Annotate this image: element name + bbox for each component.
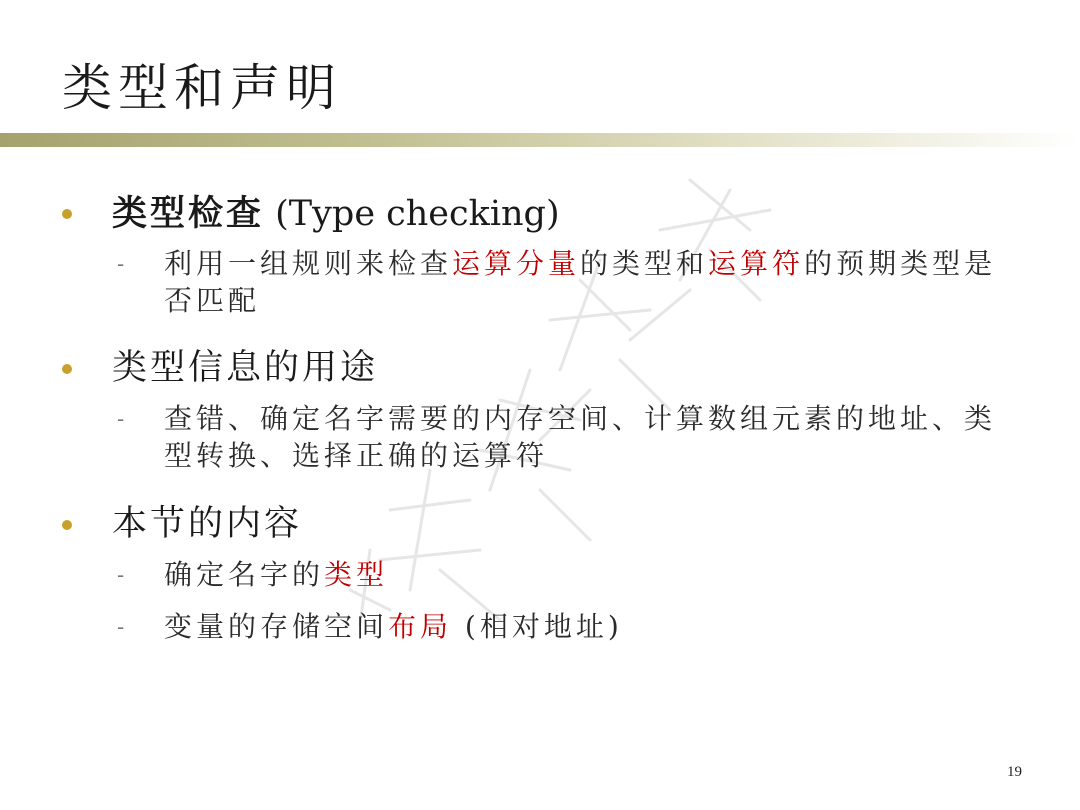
sub-bullet-marker: -: [117, 407, 125, 431]
sub-bullet-marker: -: [117, 252, 125, 276]
bullet-heading-bold: 类型检查: [112, 193, 265, 234]
sub-item-determine-type: [164, 556, 1004, 593]
sub-text: 利用一组规则来检查: [164, 247, 453, 280]
sub-bullet-marker: -: [117, 563, 125, 587]
sub-text: 的类型和: [580, 247, 709, 280]
bullet-section-contents: 本节的内容: [112, 504, 303, 544]
sub-text: 变量的存储空间: [164, 610, 389, 643]
sub-item-storage-layout: [164, 608, 1004, 645]
page-number: 19: [1007, 764, 1022, 780]
sub-bullet-marker: -: [117, 615, 125, 639]
sub-item-type-checking-rule: [164, 245, 1004, 319]
bullet-type-checking: [112, 192, 560, 236]
sub-text: 确定名字的: [164, 558, 325, 591]
sub-text-emphasis: 类型: [324, 558, 389, 591]
bullet-heading-rest: (Type checking): [264, 194, 560, 234]
bullet-marker: [62, 209, 72, 219]
sub-text-emphasis: 运算分量: [452, 247, 581, 280]
bullet-type-info-usage: 类型信息的用途: [112, 348, 379, 388]
slide-title: 类型和声明: [62, 59, 342, 117]
bullet-marker: [62, 364, 72, 374]
sub-text-emphasis: 运算符: [708, 247, 805, 280]
sub-text-emphasis: 布局: [388, 610, 453, 643]
sub-text: (相对地址): [452, 610, 623, 643]
sub-text: 的预期类型是否匹配: [164, 247, 997, 317]
bullet-marker: [62, 520, 72, 530]
sub-item-type-info-usage: 查错、确定名字需要的内存空间、计算数组元素的地址、类型转换、选择正确的运算符: [164, 402, 997, 472]
